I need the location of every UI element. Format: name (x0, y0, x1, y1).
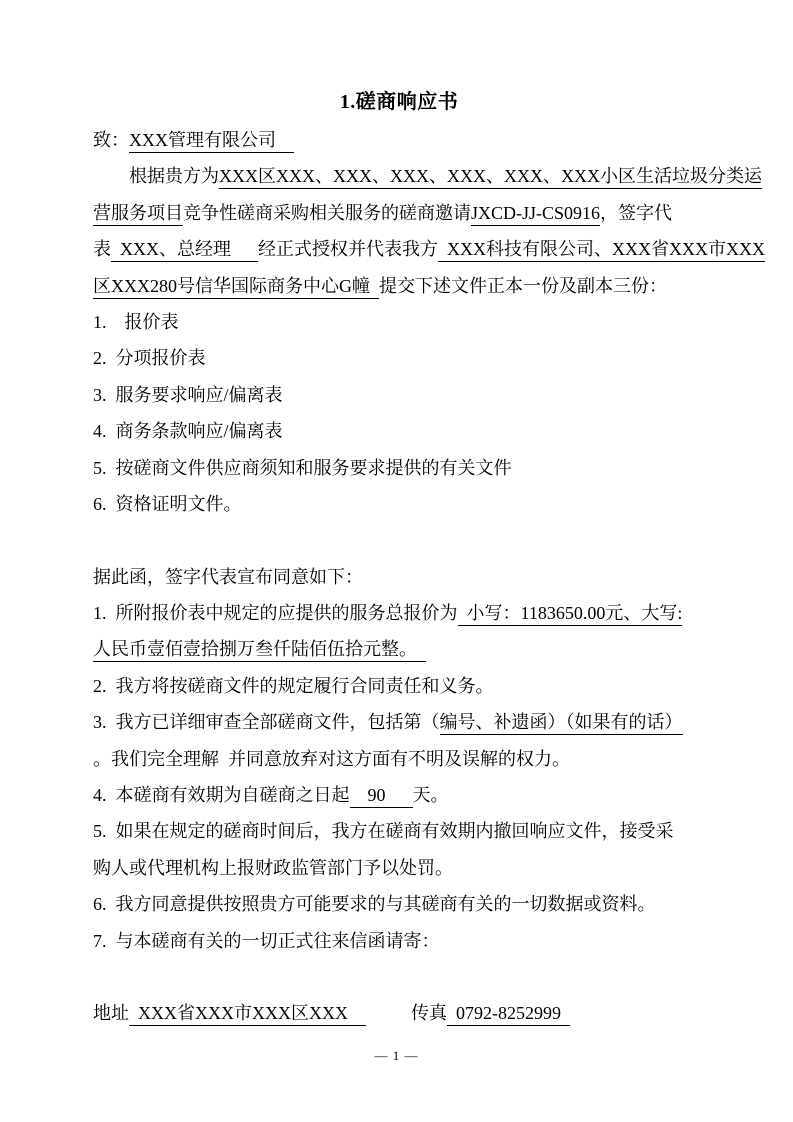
text-segment (366, 1003, 411, 1023)
underlined-field: 编号、补遗函）（如果有的话） (440, 712, 683, 735)
text-segment: 4. 本磋商有效期为自磋商之日起 (93, 785, 350, 806)
underlined-field: XXX科技有限公司、XXX省XXX市XXX (438, 239, 765, 262)
document-list-item-2 (93, 340, 705, 376)
document-list-item-1 (93, 304, 705, 340)
agreement-item-5-line-2 (93, 850, 705, 886)
agreement-item-7 (93, 923, 705, 959)
agreement-item-5-line-1 (93, 813, 705, 849)
declaration-intro-line (93, 559, 705, 595)
text-segment: 1. 所附报价表中规定的应提供的服务总报价为 (93, 603, 458, 624)
document-body (93, 122, 765, 1032)
document-list-item-5 (93, 450, 705, 486)
text-segment: 6. 我方同意提供按照贵方可能要求的与其磋商有关的一切数据或资料。 (93, 894, 656, 915)
document-list-item-6 (93, 486, 705, 522)
document-title: 1.磋商响应书 (339, 91, 459, 113)
agreement-item-2 (93, 668, 705, 704)
agreement-item-4 (93, 777, 705, 813)
blank-line (93, 522, 705, 558)
text-segment: 表 (93, 239, 111, 260)
text-segment: 根据贵方为 (93, 166, 219, 187)
address-fax-line (93, 995, 705, 1031)
agreement-item-1-line-2 (93, 631, 705, 667)
agreement-item-3-line-2 (93, 741, 705, 777)
text-segment: 提交下述文件正本一份及副本三份： (379, 275, 667, 296)
underlined-field: 90 (350, 785, 413, 808)
text-segment: 天。 (412, 785, 449, 806)
text-segment: 5. 如果在规定的磋商时间后，我方在磋商有效期内撤回响应文件，接受采 (93, 821, 674, 842)
text-segment: 6. 资格证明文件。 (93, 493, 242, 514)
text-segment: 竞争性磋商采购相关服务的磋商邀请 (183, 202, 471, 223)
underlined-field: XXX区XXX、XXX、XXX、XXX、XXX、XXX小区生活垃圾分类运 (219, 166, 762, 189)
text-segment: 购人或代理机构上报财政监管部门予以处罚。 (93, 857, 453, 878)
underlined-field: 营服务项目 (93, 203, 183, 226)
underlined-field: XXX管理有限公司 (129, 130, 294, 153)
text-segment: 1. 报价表 (93, 311, 179, 332)
underlined-field: JXCD-JJ-CS0916 (471, 203, 600, 226)
underlined-field: 0792-8252999 (447, 1003, 570, 1026)
text-segment: 致： (93, 130, 129, 150)
text-segment: 5. 按磋商文件供应商须知和服务要求提供的有关文件 (93, 457, 512, 478)
page-number: — 1 — (374, 1048, 419, 1063)
salutation-line (93, 122, 705, 158)
text-segment: 据此函，签字代表宣布同意如下： (93, 566, 363, 587)
intro-line-3 (93, 231, 765, 267)
underlined-field: 小写：1183650.00元、大写: (458, 603, 683, 626)
underlined-field: XXX省XXX市XXX区XXX (129, 1003, 366, 1026)
text-segment: 7. 与本磋商有关的一切正式往来信函请寄： (93, 930, 440, 951)
underlined-field: 人民币壹佰壹拾捌万叁仟陆佰伍拾元整。 (93, 639, 426, 662)
document-list-item-4 (93, 413, 705, 449)
underlined-field: XXX、总经理 (111, 239, 258, 262)
text-segment: 2. 分项报价表 (93, 348, 206, 369)
text-segment: ，签字代 (600, 202, 673, 223)
document-list-item-3 (93, 377, 705, 413)
blank-line (93, 959, 705, 995)
text-segment: 3. 我方已详细审查全部磋商文件，包括第（ (93, 712, 440, 733)
agreement-item-3-line-1 (93, 704, 705, 740)
text-segment: 经正式授权并代表我方 (258, 239, 438, 260)
agreement-item-6 (93, 886, 705, 922)
intro-line-1 (93, 158, 762, 194)
agreement-item-1-line-1 (93, 595, 705, 631)
intro-line-4 (93, 268, 705, 304)
text-segment: 传真 (411, 1003, 447, 1024)
text-segment: 2. 我方将按磋商文件的规定履行合同责任和义务。 (93, 675, 494, 696)
text-segment: 4. 商务条款响应/偏离表 (93, 421, 283, 442)
text-segment: 3. 服务要求响应/偏离表 (93, 384, 283, 405)
text-segment: 地址 (93, 1003, 129, 1024)
intro-line-2 (93, 195, 705, 231)
text-segment: 。我们完全理解 并同意放弃对这方面有不明及误解的权力。 (93, 748, 570, 769)
underlined-field: 区XXX280号信华国际商务中心G幢 (93, 276, 379, 299)
